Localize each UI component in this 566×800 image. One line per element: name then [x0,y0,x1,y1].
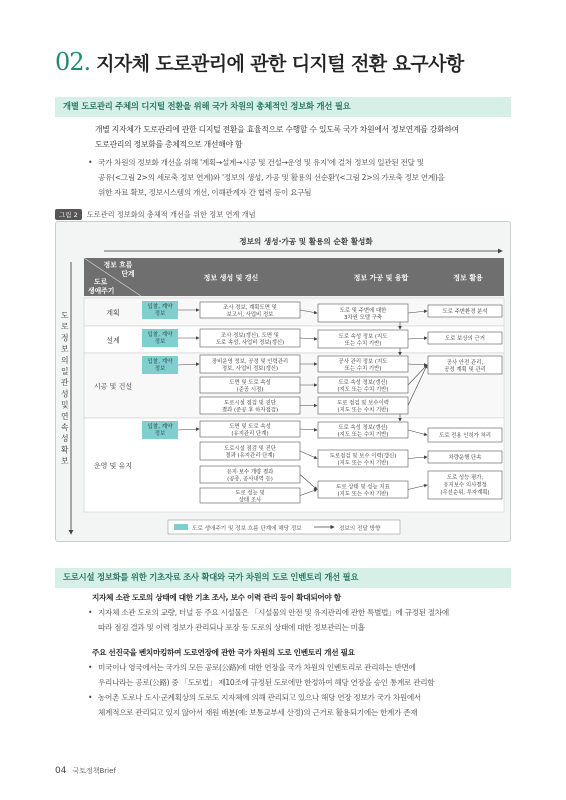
processing-box-text: 도로 속성 정보(갱신) (지도 또는 수치 기반) [337,425,389,438]
footer [55,766,116,776]
figure-panel [55,221,511,542]
page-number: 04 [55,766,67,776]
header-road: 도로 [94,278,108,286]
processing-box-text: 도로점검 및 보수 이력(갱신) (지도 또는 수치 기반) [329,453,397,467]
header-processing: 정보 가공 및 융합 [353,274,409,282]
section-heading-2-text: 도로시설 정보화를 위한 기초자료 조사 확대와 국가 차원의 도로 인벤토리 개선 필요 [63,572,359,582]
header-generation: 정보 생성 및 갱신 [203,274,259,282]
figure-caption-text: 도로관리 정보화의 총체적 개선을 위한 정보 연계 개념 [86,209,256,219]
generation-box-text: 도면 및 도로 속성 (유지관리 단계) [229,424,271,437]
header-stage: 단계 [121,270,135,278]
processing-box-text: 공사 관리 정보 (지도 또는 수치 기반) [338,359,388,372]
generation-box-text: 장비운영 정보, 공정 및 인력관리 정보, 사업비 정보(갱신) [211,359,289,372]
use-box-text: 도로 전용 인허가 처리 [438,433,492,439]
figure-tag: 그림 2 [55,209,82,220]
bullet-line: 공유(<그림 2>의 세로축 정보 연계)와 '정보의 생성, 가공 및 활용의 선순환'(<그림 2>의 가로축 정보 연계)을 [98,173,445,182]
title-number: 02. [55,48,91,76]
para-line: 개별 지자체가 도로관리에 관한 디지털 전환을 효율적으로 수행할 수 있도록 국가 차원에서 정보연계를 강화하여 [95,125,459,134]
stage-label: 시공 및 건설 [93,382,133,391]
processing-box-text: 도로 점검 및 보수이력 (지도 또는 수치 기반) [336,400,390,414]
header-use: 정보 활용 [453,274,483,282]
generation-box-text: 도로 성능 및 상태 조사 [235,490,265,504]
use-box-text: 도로 주변환경 분석 [442,309,488,315]
sub-heading-2: 주요 선진국을 벤치마킹하여 도로연장에 관한 국가 차원의 도로 인벤토리 개선 필요 [92,648,355,657]
generation-box-text: 도면 및 도로 속성 (준공 시점) [229,380,271,393]
vertical-label [61,311,69,466]
legend-arrow-text: 정보의 전달 방향 [339,526,381,532]
processing-box-text: 도로 속성 정보 (지도 또는 수치 기반) [338,334,388,347]
section-heading-1 [55,97,511,117]
bullet-line: 체계적으로 관리되고 있지 않아서 재원 배분(예: 보통교부세 산정)의 근거로 활용되기에는 한계가 존재 [98,708,418,717]
bullet-line: 지자체 소관 도로의 교량, 터널 등 주요 시설물은 「시설물의 안전 및 유지관리에 관한 특별법」에 규정된 절차에 [98,608,449,617]
stage-label: 설계 [106,336,120,345]
input-box-text: 입찰, 계약 정보 [147,424,173,437]
use-box-text: 차량운행 단속 [448,455,482,461]
use-box-text: 공사 안전 관리, 공정 계획 및 관리 [444,360,486,373]
legend [168,520,400,534]
section2-block-1: 지자체 소관 도로의 상태에 대한 기초 조사, 보수 이력 관리 등이 확대되어야 함 • 지자체 소관 도로의 교량, 터널 등 주요 시설물은 「시설물의 안전 및 유지관리에 관한 특별법」에 규정된 절차에 따라 점검 결과 및 이력 정보가 관리되나 포장 등 도로의 상태에 대한 정보관리는 미흡 [88,590,515,635]
figure-caption [55,209,256,220]
stage-label: 운영 및 유지 [93,462,133,470]
section-heading-2 [55,568,511,588]
bullet-line: 농어촌 도로나 도시·군계획상의 도로도 지자체에 의해 관리되고 있으나 해당 연장 정보가 국가 차원에서 [98,693,421,702]
bullet-line: 위한 자료 확보, 정보시스템의 개선, 이해관계자 간 협력 등이 요구됨 [98,188,312,197]
header-lifecycle: 생애주기 [88,287,115,295]
processing-box-text: 도로 속성 정보(갱신) (지도 또는 수치 기반) [337,380,389,393]
stage-label: 계획 [106,309,120,317]
svg-text:도로정보의일관성및연속성확보: 도 로 정 보 의 일 관 성 및 연 속 성 확 보 [61,311,69,466]
legend-box-text: 도로 생애주기 및 정보 흐름 단계에 해당 정보 [192,526,302,532]
processing-box-text: 도로 상태 및 성능 지표 (지도 또는 수치 기반) [336,484,390,498]
bullet-line: 미국이나 영국에서는 국가의 모든 공로(公路)에 대한 연장을 국가 차원의 인벤토리로 관리하는 반면에 [98,663,416,672]
generation-box-text: 도로시설 점검 및 진단 결과 (유지관리 단계) [223,446,277,459]
header-flow: 정보 흐름 [103,261,133,269]
bullet-line: 따라 점검 결과 및 이력 정보가 관리되나 포장 등 도로의 상태에 대한 정보관리는 미흡 [98,623,365,632]
use-box-text: 도로 성능 평가, 유지보수 의사결정 (우선순위, 투자계획) [440,475,490,496]
page-title [55,48,464,84]
input-box-text: 입찰, 계약 정보 [147,332,173,345]
sub-heading-1: 지자체 소관 도로의 상태에 대한 기초 조사, 보수 이력 관리 등이 확대되어야 함 [92,593,341,602]
use-box-text: 도로 보상의 근거 [445,336,485,342]
table-header [84,258,504,296]
processing-box-text: 도로 및 주변에 대한 3차원 모델 구축 [339,308,387,321]
generation-box-text: 도로시설 점검 및 진단 결과 (준공 후 하자점검) [221,400,279,414]
bullet-line: 국가 차원의 정보화 개선을 위해 '계획→설계→시공 및 건설→운영 및 유지'에 걸쳐 정보의 일관된 전달 및 [98,158,424,167]
section1-paragraph [95,122,515,152]
info-flow-diagram [56,222,512,543]
generation-box-text: 조사 정보, 계획도면 및 보고서, 사업비 정보 [223,305,277,318]
section-heading-1-text: 개별 도로관리 주체의 디지털 전환을 위해 국가 차원의 총체적인 정보화 개선 필요 [63,101,351,111]
brand-name: 국토정책Brief [72,767,116,775]
para-line: 도로관리의 정보화를 총체적으로 개선해야 함 [95,140,243,149]
legend-box-swatch [174,524,188,530]
bullet-line: 우리나라는 공로(公路) 중 「도로법」 제10조에 규정된 도로에만 한정하여 해당 연장을 승인 통계로 관리함 [98,678,435,687]
input-box-text: 입찰, 계약 정보 [147,304,173,317]
generation-box-text: 유지·보수 개량 결과 (공종, 공사내역 등) [226,469,274,483]
title-text: 지자체 도로관리에 관한 디지털 전환 요구사항 [96,53,464,75]
section1-bullets: • 국가 차원의 정보화 개선을 위해 '계획→설계→시공 및 건설→운영 및 유지'에 걸쳐 정보의 일관된 전달 및 공유(<그림 2>의 세로축 정보 연계)와 '정보의 생성, 가공 및 활용의 선순환'(<그림 2>의 가로축 정보 연계)을 위한 자료 확보, 정보시스템의 개선, 이해관계자 간 협력 등이 요구됨 [88,155,515,200]
input-box-text: 입찰, 계약 정보 [147,359,173,372]
top-label: 정보의 생성·가공 및 활용의 순환 활성화 [239,237,373,246]
section2-block-2: 주요 선진국을 벤치마킹하여 도로연장에 관한 국가 차원의 도로 인벤토리 개선 필요 • 미국이나 영국에서는 국가의 모든 공로(公路)에 대한 연장을 국가 차원의 인벤토리로 관리하는 반면에 우리나라는 공로(公路) 중 「도로법」 제10조에 규정된 도로에만 한정하여 해당 연장을 승인 통계로 관리함 • 농어촌 도로나 도시·군계획상의 도로도 지자체에 의해 관리되고 있으나 해당 연장 정보가 국가 차원에서 체계적으로 관리되고 있지 않아서 재원 배분(예: 보통교부세 산정)의 근거로 활용되기에는 한계가 존재 [88,645,515,720]
generation-box-text: 조사 정보(갱신), 도면 및 도로 속성, 사업비 정보(갱신) [215,333,285,346]
